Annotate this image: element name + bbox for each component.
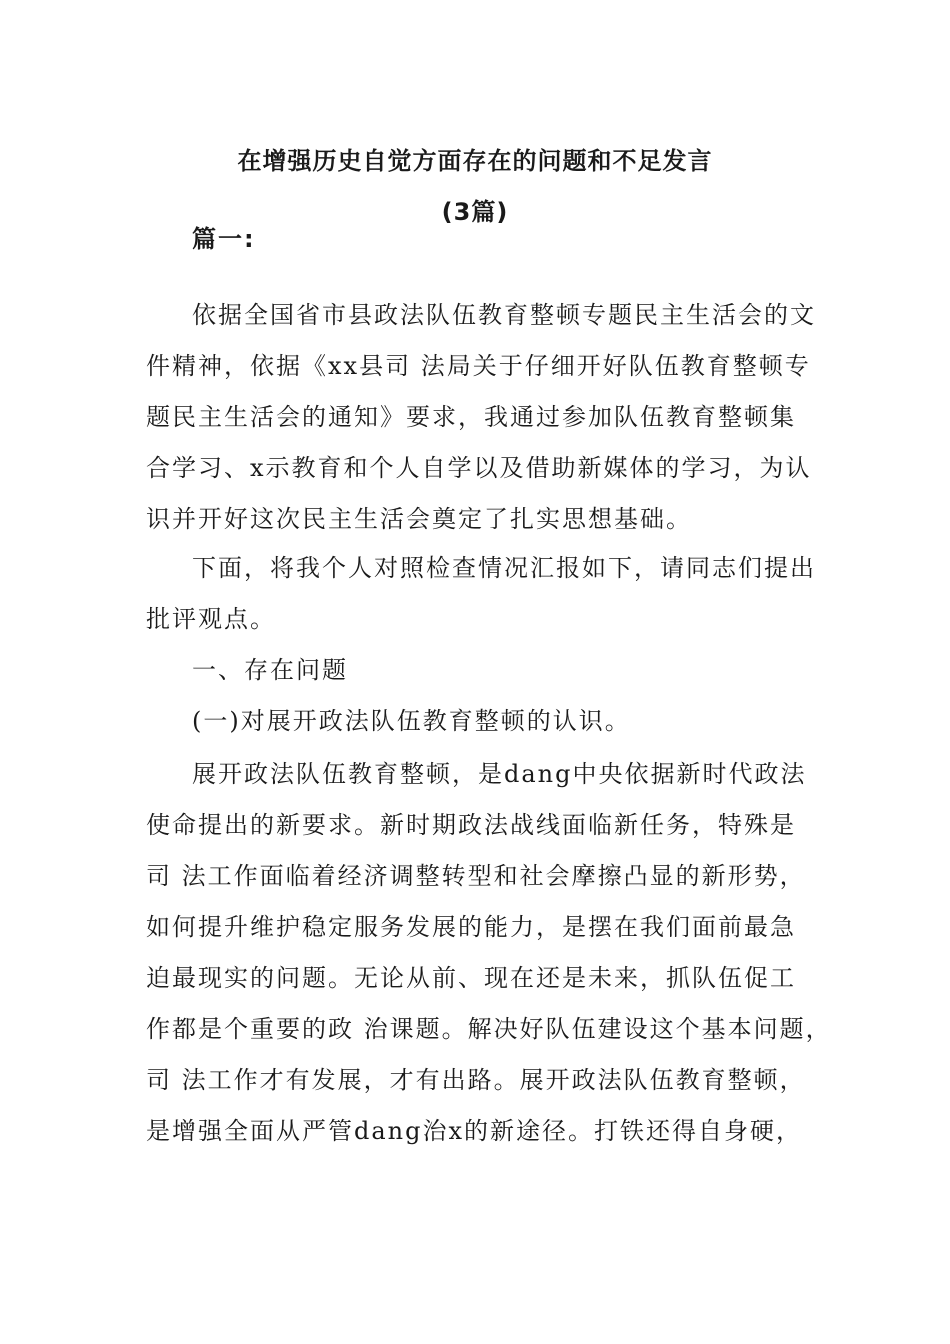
paragraph-3-line: 司 法工作面临着经济调整转型和社会摩擦凸显的新形势， [146,862,806,890]
paragraph-2 [146,543,816,645]
paragraph-3-line: 是增强全面从严管dang治x的新途径。打铁还得自身硬， [146,1117,803,1145]
paragraph-3 [146,749,832,1157]
paragraph-3-line: 作都是个重要的政 治课题。解决好队伍建设这个基本问题， [146,1015,832,1043]
paragraph-3-line: 使命提出的新要求。新时期政法战线面临新任务，特殊是 [146,811,796,839]
paragraph-1-line: 合学习、x示教育和个人自学以及借助新媒体的学习，为认 [146,454,812,482]
paragraph-1-line: 识并开好这次民主生活会奠定了扎实思想基础。 [146,505,692,533]
paragraph-3-line: 司 法工作才有发展，才有出路。展开政法队伍教育整顿， [146,1066,806,1094]
heading-existing-problems: 一、存在问题 [192,656,348,684]
paragraph-2-line: 下面，将我个人对照检查情况汇报如下，请同志们提出 [192,554,816,582]
section-label: 篇一: [192,225,256,253]
document-subtitle: (3篇) [441,198,509,226]
paragraph-3-line: 如何提升维护稳定服务发展的能力，是摆在我们面前最急 [146,913,796,941]
paragraph-1-line: 依据全国省市县政法队伍教育整顿专题民主生活会的文 [192,301,816,329]
document-title: 在增强历史自觉方面存在的问题和不足发言 [237,147,713,175]
paragraph-3-line: 迫最现实的问题。无论从前、现在还是未来，抓队伍促工 [146,964,796,992]
paragraph-3-line: 展开政法队伍教育整顿，是dang中央依据新时代政法 [192,760,807,788]
paragraph-1 [146,290,816,545]
paragraph-1-line: 题民主生活会的通知》要求，我通过参加队伍教育整顿集 [146,403,796,431]
subheading-understanding: (一)对展开政法队伍教育整顿的认识。 [192,707,631,735]
paragraph-2-line: 批评观点。 [146,605,276,633]
paragraph-1-line: 件精神，依据《xx县司 法局关于仔细开好队伍教育整顿专 [146,352,811,380]
